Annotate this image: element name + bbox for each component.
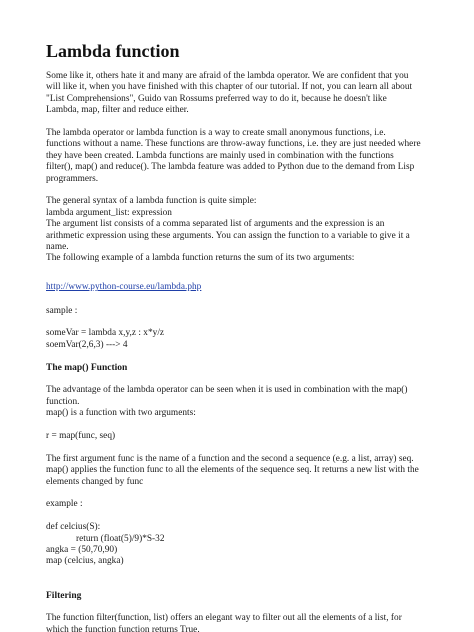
map-intro-line: map() is a function with two arguments: <box>46 408 196 419</box>
map-intro-line: The advantage of the lambda operator can be seen when it is used in combination with the map() <box>46 385 408 396</box>
code-line: someVar = lambda x,y,z : x*y/z <box>46 328 165 339</box>
code-line: def celcius(S): <box>46 522 101 533</box>
code-line: soemVar(2,6,3) ---> 4 <box>46 339 128 350</box>
example-code <box>46 522 430 568</box>
syntax-line: lambda argument_list: expression <box>46 207 172 218</box>
page-title: Lambda function <box>46 41 180 61</box>
sample-label: sample : <box>46 305 78 316</box>
definition-paragraph <box>46 128 430 185</box>
map-explain-line: map() applies the function func to all the elements of the sequence seq. It returns a new list with the <box>46 465 419 476</box>
filter-paragraph <box>46 613 430 632</box>
map-explain-line: The first argument func is the name of a function and the second a sequence (e.g. a list, array) seq. <box>46 453 414 464</box>
intro-line: will like it, when you have finished with this chapter of our tutorial. If not, you can learn all about <box>46 82 413 93</box>
definition-line: The lambda operator or lambda function is a way to create small anonymous functions, i.e. <box>46 128 386 139</box>
code-line: map (celcius, angka) <box>46 556 124 567</box>
example-label: example : <box>46 499 83 510</box>
code-line: return (float(5)/9)*S-32 <box>76 533 165 544</box>
link-paragraph <box>46 276 430 294</box>
syntax-paragraph <box>46 196 430 264</box>
map-syntax-paragraph <box>46 431 430 442</box>
intro-line: Some like it, others hate it and many are afraid of the lambda operator. We are confident that you <box>46 71 409 81</box>
definition-line: they have been created. Lambda functions are mainly used in combination with the functions <box>46 150 394 161</box>
syntax-line: The argument list consists of a comma separated list of arguments and the expression is an <box>46 219 385 230</box>
intro-line: "List Comprehensions", Guido van Rossums preferred way to do it, because he doesn't like <box>46 93 387 104</box>
definition-line: filter(), map() and reduce(). The lambda feature was added to Python due to the demand from Lisp <box>46 162 415 173</box>
map-explain-paragraph <box>46 454 430 488</box>
intro-line: Lambda, map, filter and reduce either. <box>46 105 189 116</box>
example-label-paragraph <box>46 499 430 510</box>
code-line: angka = (50,70,90) <box>46 545 118 556</box>
syntax-line: The general syntax of a lambda function is quite simple: <box>46 196 257 207</box>
filter-line: The function filter(function, list) offers an elegant way to filter out all the elements of a list, for <box>46 613 402 624</box>
definition-line: functions without a name. These functions are throw-away functions, i.e. they are just needed where <box>46 139 421 150</box>
syntax-line: name. <box>46 242 69 253</box>
map-intro-line: function. <box>46 396 80 407</box>
map-intro-paragraph <box>46 385 430 419</box>
intro-paragraph <box>46 71 430 117</box>
map-explain-line: elements changed by func <box>46 476 144 487</box>
syntax-line: arithmetic expression using these arguments. You can assign the function to a variable to give it a <box>46 230 410 241</box>
map-syntax-line: r = map(func, seq) <box>46 431 116 442</box>
filter-line: which the function function returns True. <box>46 624 200 632</box>
python-course-link[interactable]: http://www.python-course.eu/lambda.php <box>46 282 202 293</box>
map-heading: The map() Function <box>46 362 128 373</box>
sample-code <box>46 328 430 351</box>
filtering-heading: Filtering <box>46 590 82 601</box>
definition-line: programmers. <box>46 173 99 184</box>
sample-label-paragraph <box>46 306 430 317</box>
syntax-line: The following example of a lambda function returns the sum of its two arguments: <box>46 253 355 264</box>
